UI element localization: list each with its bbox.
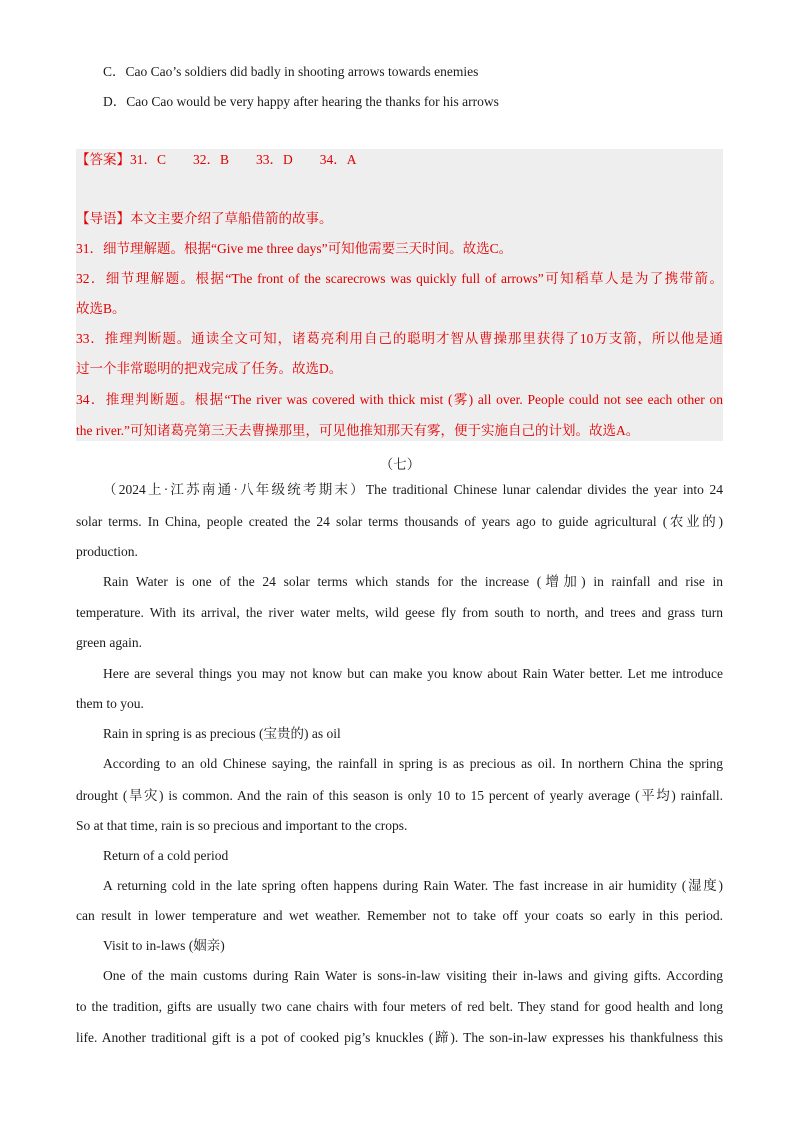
answer-key: 【答案】31．C 32．B 33．D 34．A: [76, 152, 357, 167]
passage-line-11: drought (旱灾) is common. And the rain of this season is only 10 to 15 percent of yearly average (平均) rainfall.: [76, 788, 723, 803]
answer-32-line2: 故选B。: [76, 301, 126, 316]
passage-line-19: life. Another traditional gift is a pot of cooked pig’s knuckles (蹄). The son-in-law expresses his thankfulness this: [76, 1030, 723, 1045]
answer-34-line2: the river.”可知诸葛亮第三天去曹操那里，可见他推知那天有雾，便于实施自己的计划。故选A。: [76, 423, 640, 438]
passage-line-8: them to you.: [76, 696, 144, 711]
answer-guide: 【导语】本文主要介绍了草船借箭的故事。: [76, 211, 333, 226]
passage-line-1: （2024上·江苏南通·八年级统考期末）The traditional Chinese lunar calendar divides the year into 24: [103, 482, 723, 497]
passage-line-2: solar terms. In China, people created the 24 solar terms thousands of years ago to guide agricultural (农业的): [76, 514, 723, 529]
passage-line-5: temperature. With its arrival, the river water melts, wild geese fly from south to north, and trees and grass turn: [76, 605, 723, 620]
passage-line-12: So at that time, rain is so precious and important to the crops.: [76, 818, 408, 833]
answer-33-line2: 过一个非常聪明的把戏完成了任务。故选D。: [76, 361, 343, 376]
passage-line-15: can result in lower temperature and wet weather. Remember not to take off your coats so early in this period.: [76, 908, 723, 923]
passage-line-4: Rain Water is one of the 24 solar terms which stands for the increase (增加) in rainfall and rise in: [103, 574, 723, 589]
passage-line-10: According to an old Chinese saying, the rainfall in spring is as precious as oil. In northern China the spring: [103, 756, 723, 771]
subheading-in-laws: Visit to in-laws (姻亲): [103, 938, 225, 953]
subheading-rain-precious: Rain in spring is as precious (宝贵的) as oil: [103, 726, 341, 741]
subheading-cold-period: Return of a cold period: [103, 848, 229, 863]
passage-line-3: production.: [76, 544, 138, 559]
section-number: （七）: [379, 457, 421, 472]
answer-31: 31．细节理解题。根据“Give me three days”可知他需要三天时间。故选C。: [76, 241, 513, 256]
answer-33-line1: 33．推理判断题。通读全文可知，诸葛亮利用自己的聪明才智从曹操那里获得了10万支箭，所以他是通: [76, 331, 723, 346]
passage-line-14: A returning cold in the late spring often happens during Rain Water. The fast increase in air humidity (湿度): [103, 878, 723, 893]
passage-line-7: Here are several things you may not know but can make you know about Rain Water better. Let me introduce: [103, 666, 723, 681]
passage-line-17: One of the main customs during Rain Water is sons-in-law visiting their in-laws and giving gifts. According: [103, 968, 723, 983]
passage-line-18: to the tradition, gifts are usually two cane chairs with four meters of red belt. They stand for good health and long: [76, 999, 723, 1014]
answer-32-line1: 32．细节理解题。根据“The front of the scarecrows was quickly full of arrows”可知稻草人是为了携带箭。: [76, 271, 723, 286]
option-c: C．Cao Cao’s soldiers did badly in shooting arrows towards enemies: [103, 64, 479, 79]
answer-34-line1: 34．推理判断题。根据“The river was covered with thick mist (雾) all over. People could not see each other on: [76, 392, 723, 407]
option-d: D．Cao Cao would be very happy after hearing the thanks for his arrows: [103, 94, 499, 109]
passage-line-6: green again.: [76, 635, 142, 650]
